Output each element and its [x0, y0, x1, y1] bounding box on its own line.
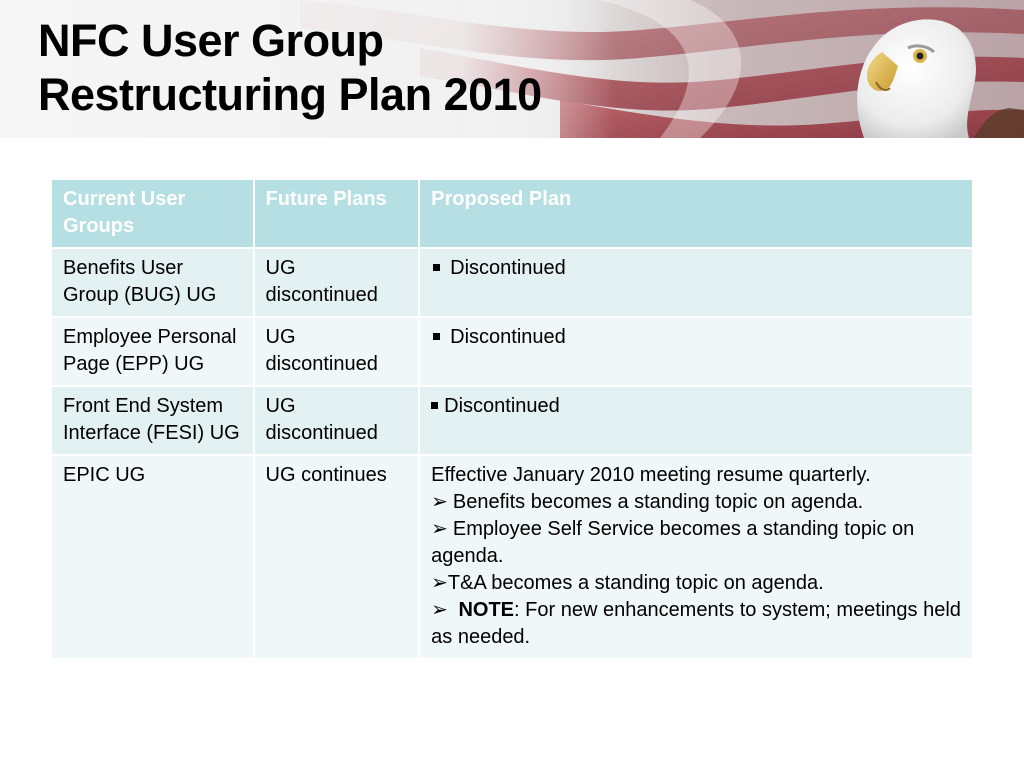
proposed-text: Discontinued: [444, 395, 560, 417]
square-bullet-icon: [431, 402, 438, 409]
note-text: : For new enhancements to system; meetings held as needed.: [431, 599, 961, 648]
proposed-intro: Effective January 2010 meeting resume quarterly.: [431, 464, 871, 486]
title-line-1: NFC User Group: [38, 15, 384, 66]
note-label: NOTE: [458, 599, 515, 621]
cell-proposed: [419, 455, 973, 659]
table-row: [51, 317, 973, 386]
list-item: [431, 597, 962, 651]
cell-proposed: [419, 248, 973, 317]
list-item: [431, 516, 962, 570]
header-proposed-plan: Proposed Plan: [419, 179, 973, 248]
arrow-bullet-icon: ➢: [431, 518, 448, 540]
square-bullet-icon: [433, 333, 440, 340]
table-row: [51, 386, 973, 455]
cell-future: UG discontinued: [254, 248, 420, 317]
bald-eagle-image: [824, 0, 1024, 138]
title-line-2: Restructuring Plan 2010: [38, 69, 542, 120]
arrow-bullet-icon: ➢: [431, 572, 448, 594]
cell-future: UG continues: [254, 455, 420, 659]
table-row: [51, 248, 973, 317]
cell-group: EPIC UG: [51, 455, 254, 659]
list-item-text: T&A becomes a standing topic on agenda.: [447, 572, 824, 594]
arrow-bullet-icon: ➢: [431, 491, 448, 513]
proposed-text: Discontinued: [450, 326, 566, 348]
cell-future: UG discontinued: [254, 386, 420, 455]
table-header-row: [51, 179, 973, 248]
list-item: [431, 570, 962, 597]
cell-future: UG discontinued: [254, 317, 420, 386]
user-group-plan-table: [50, 178, 974, 660]
proposed-text: Discontinued: [450, 257, 566, 279]
list-item-text: Employee Self Service becomes a standing topic on agenda.: [431, 518, 915, 567]
cell-proposed: [419, 317, 973, 386]
header-current-user-groups: Current User Groups: [51, 179, 254, 248]
table-row: [51, 455, 973, 659]
arrow-bullet-icon: ➢: [431, 599, 448, 621]
list-item: [431, 489, 962, 516]
header-future-plans: Future Plans: [254, 179, 420, 248]
list-item-text: Benefits becomes a standing topic on agenda.: [452, 491, 864, 513]
cell-group: Front End System Interface (FESI) UG: [51, 386, 254, 455]
cell-group: Benefits User Group (BUG) UG: [51, 248, 254, 317]
square-bullet-icon: [433, 264, 440, 271]
cell-proposed: [419, 386, 973, 455]
cell-group: Employee Personal Page (EPP) UG: [51, 317, 254, 386]
page-title: [38, 14, 542, 122]
header-banner: [0, 0, 1024, 138]
